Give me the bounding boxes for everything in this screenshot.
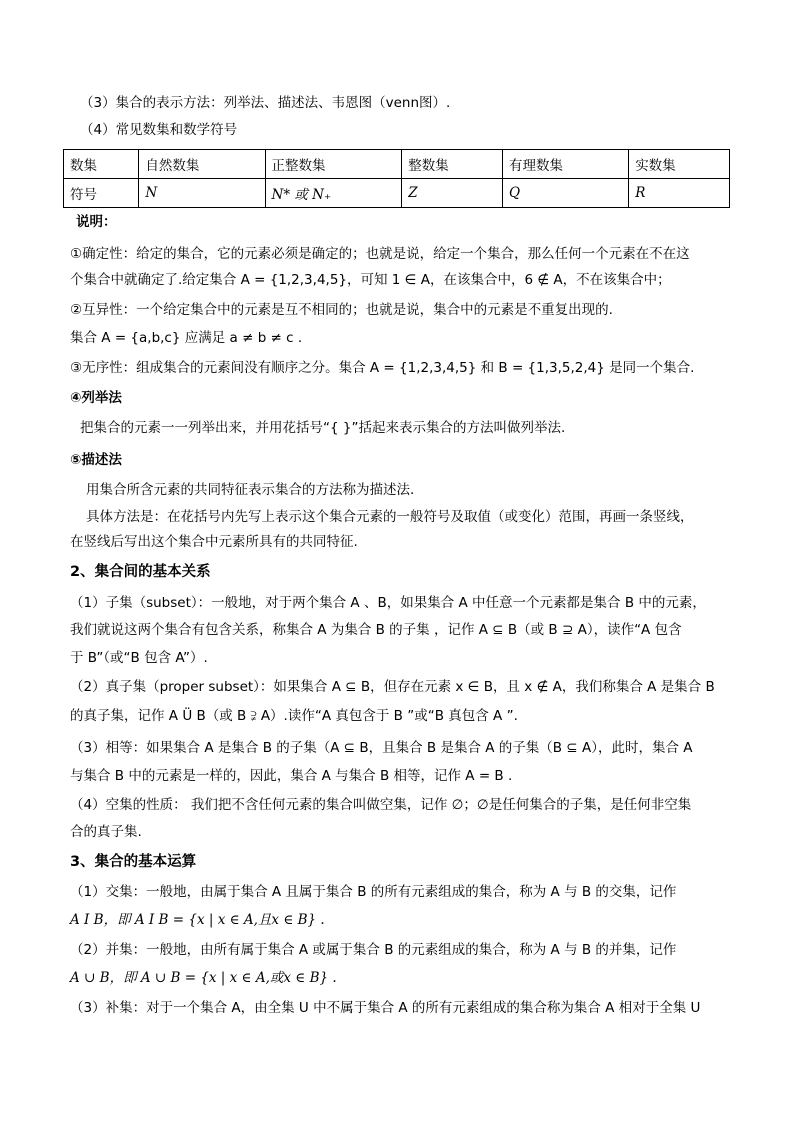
complement-line-1: （3）补集：对于一个集合 A，由全集 U 中不属于集合 A 的所有元素组成的集合称为集合 A 相对于全集 U	[70, 1000, 701, 1016]
table-header-cell: 正整数集	[265, 150, 402, 179]
intersection-line-1: （1）交集：一般地，由属于集合 A 且属于集合 B 的所有元素组成的集合，称为 A 与 B 的交集，记作	[70, 884, 677, 900]
empty-set-line-2: 合的真子集.	[70, 824, 142, 840]
unordered-line: ③无序性：组成集合的元素间没有顺序之分。集合 A = {1,2,3,4,5} 和 B = {1,3,5,2,4} 是同一个集合.	[70, 360, 695, 376]
section-heading-operations: 3、集合的基本运算	[70, 854, 197, 870]
equality-line-1: （3）相等：如果集合 A 是集合 B 的子集（A ⊆ B，且集合 B 是集合 A 的子集（B ⊆ A），此时，集合 A	[70, 740, 693, 756]
distinctness-line-1: ②互异性：一个给定集合中的元素是互不相同的；也就是说，集合中的元素是不重复出现的.	[70, 302, 613, 318]
empty-set-line-1: （4）空集的性质： 我们把不含任何元素的集合叫做空集，记作 ∅；∅是任何集合的子集，是任何非空集	[70, 797, 692, 813]
subset-line-1: （1）子集（subset）：一般地，对于两个集合 A 、B，如果集合 A 中任意一个元素都是集合 B 中的元素，	[70, 595, 706, 611]
proper-subset-line-2: 的真子集，记作 A Ü B（或 B ⫌ A）.读作“A 真包含于 B ”或“B 真包含 A ”.	[70, 708, 518, 724]
table-header-cell: 整数集	[402, 150, 503, 179]
description-method-text-1: 用集合所含元素的共同特征表示集合的方法称为描述法.	[86, 482, 415, 498]
table-cell: Z	[402, 179, 503, 208]
table-cell: 符号	[64, 179, 139, 208]
roster-method-text: 把集合的元素一一列举出来，并用花括号“{ }”括起来表示集合的方法叫做列举法.	[80, 420, 566, 436]
table-row	[64, 150, 730, 179]
table-cell: N	[139, 179, 265, 208]
proper-subset-line-1: （2）真子集（proper subset）：如果集合 A ⊆ B，但存在元素 x ∈ B，且 x ∉ A，我们称集合 A 是集合 B	[70, 679, 715, 695]
roster-method-heading: ④列举法	[70, 390, 122, 406]
determinacy-line-2: 个集合中就确定了.给定集合 A = {1,2,3,4,5}，可知 1 ∈ A，在该集合中，6 ∉ A，不在该集合中；	[70, 272, 671, 288]
union-line-2: A ∪ B，即 A ∪ B = {x | x ∈ A,或x ∈ B} .	[70, 970, 337, 986]
description-method-heading: ⑤描述法	[70, 452, 122, 468]
determinacy-line-1: ①确定性：给定的集合，它的元素必须是确定的；也就是说，给定一个集合，那么任何一个元素在不在这	[70, 246, 690, 262]
equality-line-2: 与集合 B 中的元素是一样的，因此，集合 A 与集合 B 相等，记作 A = B .	[70, 768, 513, 784]
table-header-cell: 数集	[64, 150, 139, 179]
number-sets-intro: （4）常见数集和数学符号	[80, 122, 238, 138]
explanation-label: 说明：	[76, 214, 117, 230]
table-row	[64, 179, 730, 208]
description-method-text-2: 具体方法是：在花括号内先写上表示这个集合元素的一般符号及取值（或变化）范围，再画一条竖线，	[86, 509, 694, 525]
table-cell: R	[629, 179, 730, 208]
table-header-cell: 自然数集	[139, 150, 265, 179]
section-heading-relations: 2、集合间的基本关系	[70, 564, 211, 580]
number-sets-table	[63, 149, 730, 208]
intersection-line-2: A I B，即 A I B = {x | x ∈ A,且x ∈ B} .	[70, 912, 325, 928]
distinctness-line-2: 集合 A = {a,b,c} 应满足 a ≠ b ≠ c .	[70, 330, 303, 346]
set-representation-line: （3）集合的表示方法：列举法、描述法、韦恩图（venn图）.	[80, 95, 451, 111]
table-header-cell: 有理数集	[503, 150, 629, 179]
table-header-cell: 实数集	[629, 150, 730, 179]
union-line-1: （2）并集：一般地，由所有属于集合 A 或属于集合 B 的元素组成的集合，称为 A 与 B 的并集，记作	[70, 942, 677, 958]
subset-line-2: 我们就说这两个集合有包含关系，称集合 A 为集合 B 的子集 ，记作 A ⊆ B（或 B ⊇ A），读作“A 包含	[70, 622, 682, 638]
subset-line-3: 于 B”（或“B 包含 A”）.	[70, 650, 208, 666]
table-cell: Q	[503, 179, 629, 208]
description-method-text-3: 在竖线后写出这个集合中元素所具有的共同特征.	[70, 534, 358, 550]
table-cell: N* 或 N₊	[265, 179, 402, 208]
